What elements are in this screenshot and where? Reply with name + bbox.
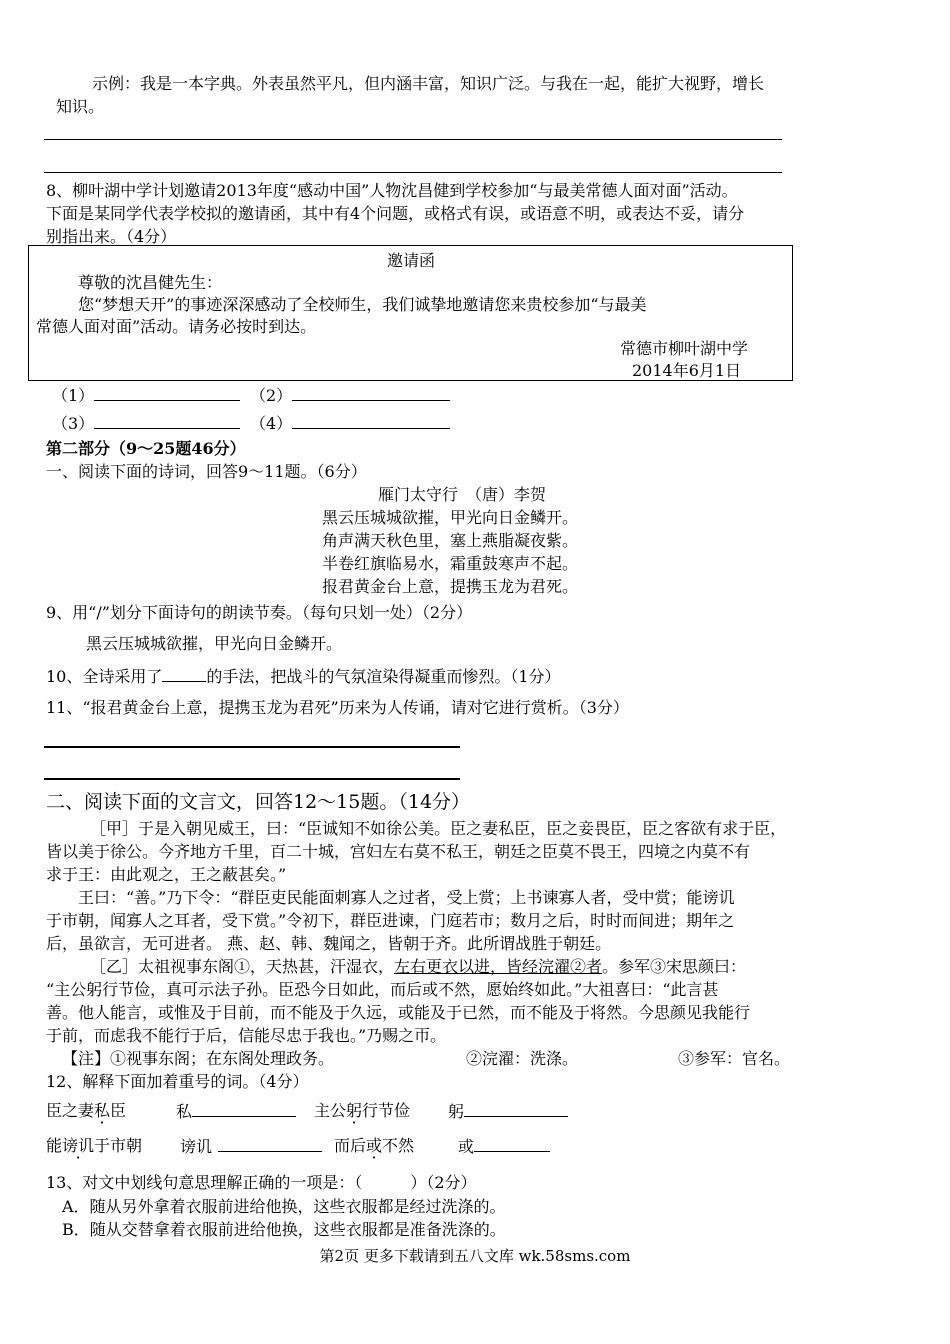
emphasized-char: 谤讥 (62, 1136, 95, 1155)
q12-item-pre: 主公 (314, 1101, 347, 1120)
jia-line: 求于王：由此观之，王之蔽甚矣。” (46, 865, 287, 884)
jia-line: 皆以美于徐公。今齐地方千里，百二十城，宫妇左右莫不私王，朝廷之臣莫不畏王，四境之内莫不有 (46, 842, 751, 861)
q10-blank[interactable] (162, 665, 206, 682)
emphasized-char: 或 (366, 1136, 383, 1155)
q10-pre: 10、全诗采用了 (46, 667, 163, 686)
q12-item-pre: 臣之妻 (46, 1101, 95, 1120)
letter-signature: 常德市柳叶湖中学 (620, 339, 749, 358)
q9-prompt: 9、用“/”划分下面诗句的朗读节奏。（每句只划一处）（2分） (46, 603, 473, 622)
q12-item-pre: 能 (46, 1136, 63, 1155)
q12-item-pre: 而后 (334, 1136, 367, 1155)
q8-answer-blank[interactable] (292, 412, 450, 429)
q8-line-3: 别指出来。（4分） (46, 227, 177, 246)
q13-option-a[interactable]: A．随从另外拿着衣服前进给他换，这些衣服都是经过洗涤的。 (62, 1197, 506, 1216)
q13-option-b[interactable]: B．随从交替拿着衣服前进给他换，这些衣服都是准备洗涤的。 (62, 1220, 506, 1239)
example-line-1: 示例：我是一本字典。外表虽然平凡，但内涵丰富，知识广泛。与我在一起，能扩大视野，增长 (92, 74, 765, 93)
q8-answer-2 (250, 384, 450, 407)
q8-answer-label: （3） (52, 414, 95, 433)
jia-line: 王曰：“善。”乃下令：“群臣吏民能面刺寡人之过者，受上赏；上书谏寡人者，受中赏；能谤讥 (78, 888, 735, 907)
emphasized-char: 私 (94, 1101, 111, 1120)
jia-line: ［甲］于是入朝见威王，曰：“臣诚知不如徐公美。臣之妻私臣，臣之妾畏臣，臣之客欲有求于臣， (90, 819, 787, 838)
yi-end: 。参军③宋思颜曰： (602, 957, 747, 976)
letter-title: 邀请函 (387, 251, 436, 270)
q8-answer-blank[interactable] (292, 384, 450, 401)
q12-label: 躬 (448, 1102, 465, 1121)
note-3: ③参军：官名。 (678, 1049, 791, 1068)
page-footer: 第2页 更多下载请到五八文库 wk.58sms.com (319, 1247, 631, 1265)
q12-item-post: 行节俭 (362, 1101, 411, 1120)
q12-answer-2 (448, 1100, 568, 1123)
yi-line: 于前，而虑我不能行于后，信能尽忠于我也。”乃赐之帀。 (46, 1026, 447, 1045)
poem-title: 雁门太守行 （唐）李贺 (378, 485, 547, 504)
poem-line: 黑云压城城欲摧，甲光向日金鳞开。 (322, 508, 579, 527)
q9-line: 黑云压城城欲摧，甲光向日金鳞开。 (86, 634, 343, 653)
letter-body-2: 常德人面对面”活动。请务必按时到达。 (36, 317, 317, 336)
q12-item-3 (46, 1135, 142, 1157)
yi-underlined-sentence: 左右更衣以进，皆经浣濯②者 (394, 957, 603, 976)
q12-answer-4 (458, 1135, 550, 1158)
q11-prompt: 11、“报君黄金台上意，提携玉龙为君死”历来为人传诵，请对它进行赏析。（3分） (46, 698, 629, 717)
q12-prompt: 12、解释下面加着重号的词。（4分） (46, 1072, 309, 1091)
part2-heading: 第二部分（9～25题46分） (46, 439, 246, 458)
q8-answer-blank[interactable] (94, 412, 240, 429)
q12-label: 或 (458, 1137, 475, 1156)
q12-blank[interactable] (218, 1135, 322, 1152)
poem-line: 报君黄金台上意，提携玉龙为君死。 (322, 577, 579, 596)
q12-item-post: 不然 (382, 1136, 415, 1155)
q12-blank[interactable] (192, 1100, 296, 1117)
section1-heading: 一、阅读下面的诗词，回答9～11题。（6分） (46, 462, 367, 481)
note-2: ②浣濯：洗涤。 (466, 1049, 579, 1068)
yi-start: ［乙］太祖视事东阁①，天热甚，汗湿衣， (90, 957, 395, 976)
answer-line[interactable] (44, 139, 782, 140)
q8-answer-1 (52, 384, 240, 407)
q8-line-2: 下面是某同学代表学校拟的邀请函，其中有4个问题，或格式有误，或语意不明，或表达不妥，请分 (46, 204, 745, 223)
section2-heading: 二、阅读下面的文言文，回答12～15题。（14分） (46, 791, 471, 813)
letter-salutation: 尊敬的沈昌健先生： (78, 273, 223, 292)
q8-answer-label: （1） (52, 386, 95, 405)
answer-line[interactable] (44, 172, 782, 173)
q12-item-post: 臣 (110, 1101, 127, 1120)
q12-item-2 (314, 1100, 410, 1122)
q12-item-4 (334, 1135, 414, 1157)
note-1: 【注】①视事东阁；在东阁处理政务。 (62, 1049, 335, 1068)
q10-prompt (46, 665, 561, 688)
emphasized-char: 躬 (346, 1101, 363, 1120)
q12-answer-1 (176, 1100, 296, 1123)
letter-body-1: 您“梦想天开”的事迹深深感动了全校师生，我们诚挚地邀请您来贵校参加“与最美 (78, 295, 647, 314)
q8-answer-4 (250, 412, 450, 435)
q13-prompt: 13、对文中划线句意思理解正确的一项是：（ ）（2分） (46, 1173, 477, 1192)
example-line-2: 知识。 (56, 97, 105, 116)
yi-first-line (90, 956, 746, 978)
q12-blank[interactable] (474, 1135, 550, 1152)
answer-line[interactable] (44, 746, 460, 748)
q8-answer-label: （4） (250, 414, 293, 433)
jia-line: 于市朝，闻寡人之耳者，受下赏。”令初下，群臣进谏，门庭若市；数月之后，时时而间进；期年之 (46, 911, 735, 930)
q12-item-post: 于市朝 (94, 1136, 143, 1155)
poem-line: 半卷红旗临易水，霜重鼓寒声不起。 (322, 554, 579, 573)
q8-answer-3 (52, 412, 240, 435)
q12-blank[interactable] (464, 1100, 568, 1117)
q10-post: 的手法，把战斗的气氛渲染得凝重而惨烈。（1分） (206, 667, 561, 686)
q8-line-1: 8、柳叶湖中学计划邀请2013年度“感动中国”人物沈昌健到学校参加“与最美常德人面对面”活动。 (46, 181, 738, 200)
q12-item-1 (46, 1100, 126, 1122)
q8-answer-blank[interactable] (94, 384, 240, 401)
jia-line: 后，虽欲言，无可进者。 燕、赵、韩、魏闻之，皆朝于齐。此所谓战胜于朝廷。 (46, 934, 612, 953)
answer-line[interactable] (44, 778, 460, 780)
yi-line: “主公躬行节俭，真可示法子孙。臣恐今日如此，而后或不然，愿始终如此。”大祖喜曰：“此言甚 (46, 980, 719, 999)
q12-answer-3 (180, 1135, 322, 1158)
poem-line: 角声满天秋色里，塞上燕脂凝夜紫。 (322, 531, 579, 550)
yi-line: 善。他人能言，或惟及于目前，而不能及于久远，或能及于已然，而不能及于将然。今思颜见我能行 (46, 1003, 751, 1022)
q12-label: 私 (176, 1102, 193, 1121)
q8-answer-label: （2） (250, 386, 293, 405)
letter-date: 2014年6月1日 (632, 361, 742, 380)
q12-label: 谤讥 (180, 1137, 213, 1156)
